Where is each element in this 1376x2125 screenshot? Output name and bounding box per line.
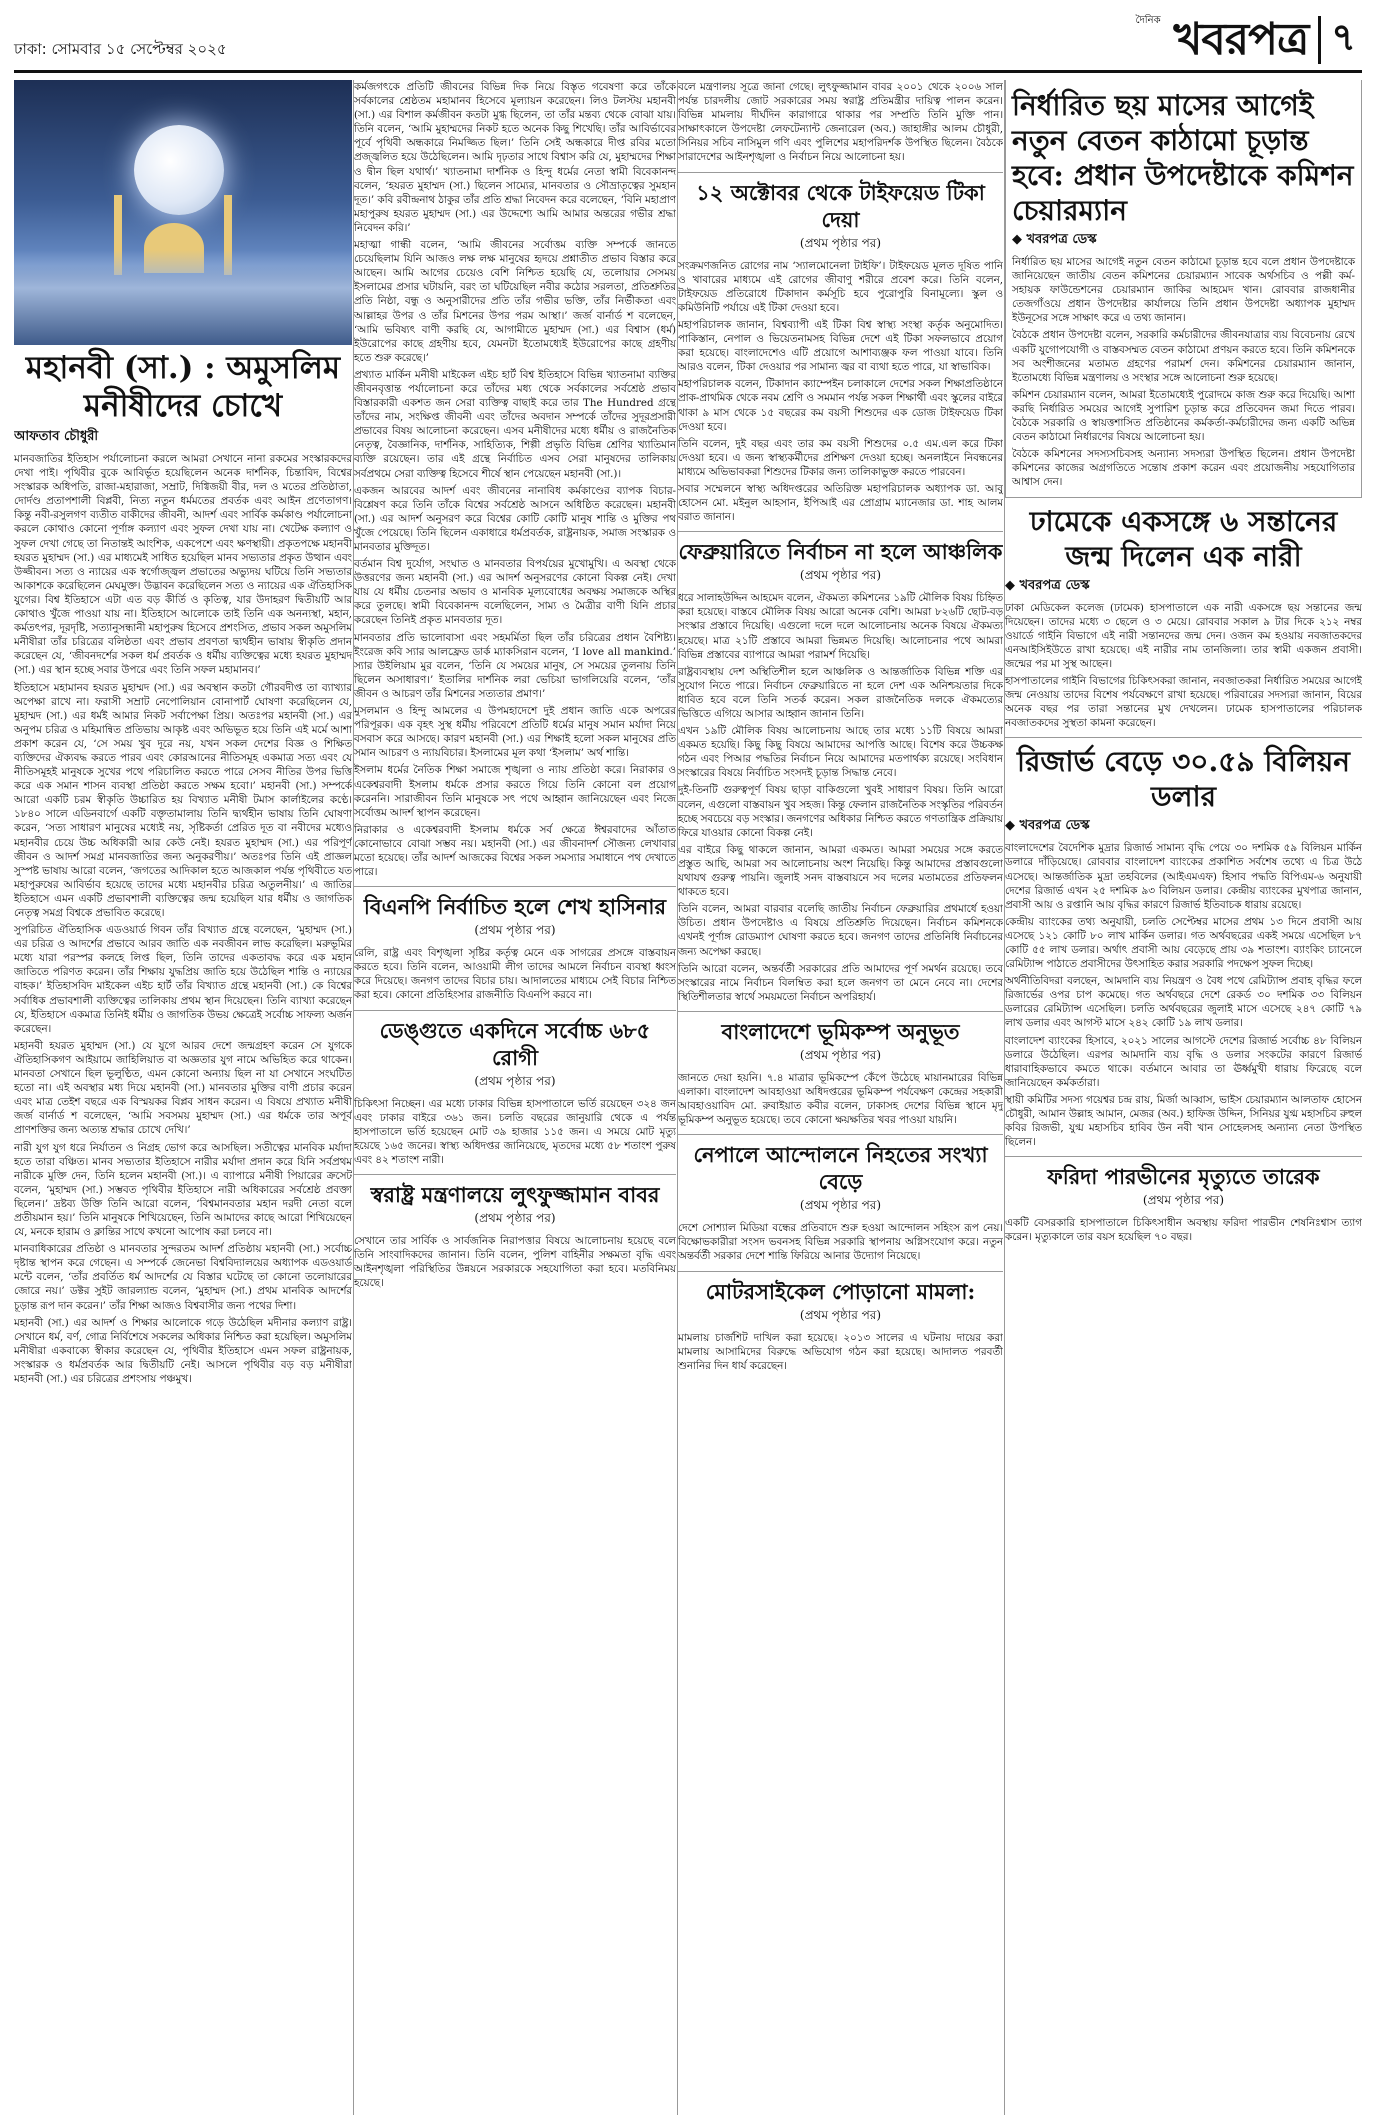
article-paragraph: সংক্রমণজনিত রোগের নাম ‘স্যালমোনেলা টাইফি’। টাইফয়েড মূলত দূষিত পানি ও খাবারের মাধ্যমে এই রোগের জীবাণু শরীরে প্রবেশ করে। তিনি বলেন, টাইফয়েড প্রতিরোধে টিকাদান কর্মসূচি হবে পুরোপুরি বিনামূল্যে। স্কুল ও কমিউনিটি পর্যায়ে এই টিকা দেওয়া হবে। <box>678 259 1003 314</box>
article-paragraph: একজন আরবের আদর্শ এবং জীবনের নানাবিধ কর্মকাণ্ডের ব্যাপক বিচার-বিশ্লেষণ করে তিনি তাঁকে বিশ্বের সর্বশ্রেষ্ঠ আসনে অধিষ্ঠিত করেছেন। মহানবী (সা.) এর আদর্শ অনুসরণ করে বিশ্বের কোটি কোটি মানুষ শান্তি ও মুক্তির পথ খুঁজে পেয়েছে। তিনি ছিলেন একাধারে ধর্মপ্রবর্তক, রাষ্ট্রনায়ক, সমাজ সংস্কারক ও মানবতার মুক্তিদূত। <box>354 484 676 553</box>
news-story <box>354 1181 676 1290</box>
news-story <box>678 1278 1003 1373</box>
article-paragraph: মানবজাতির ইতিহাস পর্যালোচনা করলে আমরা সেখানে নানা রকমের সংস্কারকদের দেখা পাই। পৃথিবীর বুকে আবির্ভূত হয়েছিলেন অনেক দার্শনিক, চিন্তাবিদ, বিশ্বের সংস্কারক অধিপতি, রাজা-মহারাজা, সম্রাট, দিগ্বিজয়ী বীর, দল ও মতের প্রতিষ্ঠাতা, দোর্দণ্ড প্রতাপশালী বিপ্লবী, নিত্য নতুন ধর্মমতের প্রবর্তক এবং আইন প্রণেতাগণ। কিন্তু নবী-রসুলগণ ব্যতীত বাকীদের জীবনী, আদর্শ এবং সার্বিক কর্মকাণ্ড পর্যালোচনা করলে কোথাও কোনো পূর্ণাঙ্গ কল্যাণ এবং সুফল দেখা যায় না। খেটেক্ষ কল্যাণ ও সুফল দেখা গেছে তা নিতান্তই আংশিক, একপেশে এবং ক্ষণস্থায়ী। প্রকৃতপক্ষে মহানবী হযরত মুহাম্মদ (সা.) এর মাধ্যমেই সাধিত হয়েছিল মানব সভ্যতার প্রকৃত উত্থান এবং উজ্জীবন। সত্য ও ন্যায়ের এক স্বর্গোজ্জ্বল প্রভাতের অভ্যুদয় ঘটিয়ে তিনি সভ্যতার আকাশকে করেছিলেন মেঘমুক্ত। উদ্ভাবন করেছিলেন সত্য ও ন্যায়ের এক ঐতিহাসিক যুগের। বিশ্ব ইতিহাসে এটা এত বড় কীর্তি ও কৃতিত্ব, যার উদাহরণ দ্বিতীয়টি আর কোথাও খুঁজে পাওয়া যায় না। ইতিহাসে আলোকে তাই তিনি এক অনন্যস্থা, মহান, কর্মতৎপর, দূরদৃষ্টি, সত্যানুসন্ধানী মহাপুরুষ হিসেবে প্রশংসিত, প্রভাব সকল অমুসলিম মনীষীরা তাঁর চরিত্রের বলিষ্ঠতা এবং প্রভাব প্রবণতা দ্ব্যর্থহীন ভাষায় স্বীকৃতি প্রদান করেছেন যে, ‘জীবনদর্শের সকল ধর্ম প্রবর্তক ও ধর্মীয় ব্যক্তিত্বের মধ্যে হযরত মুহাম্মদ (সা.) এর স্থান হচ্ছে সবার উপরে এবং তিনি সফল মহামানব।’ <box>14 453 352 677</box>
article-paragraph: দেশে সোশ্যাল মিডিয়া বন্ধের প্রতিবাদে শুরু হওয়া আন্দোলন সহিংস রূপ নেয়। বিক্ষোভকারীরা সংসদ ভবনসহ বিভিন্ন সরকারি স্থাপনায় অগ্নিসংযোগ করে। নতুন অন্তর্বর্তী সরকার দেশে শান্তি ফিরিয়ে আনার উদ্যোগ নিয়েছে। <box>678 1222 1003 1263</box>
article-paragraph: স্থায়ী কমিটির সদস্য গয়েশ্বর চন্দ্র রায়, মির্জা আব্বাস, ভাইস চেয়ারম্যান আলতাফ হোসেন চৌধুরী, আমান উল্লাহ আমান, মেজর (অব.) হাফিজ উদ্দিন, সিনিয়র যুগ্ম মহাসচিব রুহুল কবির রিজভী, যুগ্ম মহাসচিব হাবিব উন নবী খান সোহেলসহ অন্যান্য নেতা উপস্থিত ছিলেন। <box>1005 1093 1362 1149</box>
continued-article <box>678 80 1003 173</box>
article-paragraph: বৈঠকে কমিশনের সদস্যসচিবসহ অন্যান্য সদস্যরা উপস্থিত ছিলেন। প্রধান উপদেষ্টা কমিশনের কাজের অগ্রগতিতে সন্তোষ প্রকাশ করেন এবং প্রয়োজনীয় সহযোগিতার আশ্বাস দেন। <box>1012 448 1355 489</box>
story-headline: নেপালে আন্দোলনে নিহতের সংখ্যা বেড়ে <box>693 1142 988 1195</box>
column-2 <box>354 80 676 2115</box>
article-paragraph: অর্থনীতিবিদরা বলছেন, আমদানি ব্যয় নিয়ন্ত্রণ ও বৈধ পথে রেমিট্যান্স প্রবাহ বৃদ্ধির ফলে রিজার্ভের ওপর চাপ কমেছে। গত অর্থবছরে দেশে রেকর্ড ৩০ দশমিক ৩৩ বিলিয়ন ডলারের রেমিট্যান্স এসেছিল। চলতি অর্থবছরের জুলাই মাসে এসেছে ২৪৭ কোটি ৭৯ লাখ ডলার এবং আগস্ট মাসে ২৪২ কোটি ১৯ লাখ ডলার। <box>1005 975 1362 1030</box>
story-headline: বিএনপি নির্বাচিত হলে শেখ হাসিনার <box>363 894 667 920</box>
article-paragraph: সবার সম্মেলনে স্বাস্থ্য অধিদপ্তরের অতিরিক্ত মহাপরিচালক অধ্যাপক ডা. আবু হোসেন মো. মইনুল আহসান, ইপিআই এর প্রোগ্রাম ম্যানেজার ডা. শাহ আলম বরাত জানান। <box>678 482 1003 524</box>
continued-label: (প্রথম পৃষ্ঠার পর) <box>1142 1193 1225 1208</box>
article-paragraph: দুই-তিনটি গুরুত্বপূর্ণ বিষয় ছাড়া বাকিগুলো খুবই সাধারণ বিষয়। তিনি আরো বলেন, এগুলো বাস্তবায়ন খুব সহজ। কিন্তু ফেলান রাজনৈতিক সংস্কৃতির পরিবর্তন হচ্ছে সবচেয়ে বড় সংস্কার। জনগণের অধিকার নিশ্চিত করতে গণতান্ত্রিক প্রক্রিয়ায় ফিরে যাওয়ার কোনো বিকল্প নেই। <box>678 784 1003 839</box>
article-paragraph: কমিশন চেয়ারম্যান বলেন, আমরা ইতোমধ্যেই পুরোদমে কাজ শুরু করে দিয়েছি। আশা করছি নির্ধারিত সময়ের আগেই সুপারিশ চূড়ান্ত করে প্রতিবেদন জমা দিতে পারব। বৈঠকে সরকারি ও স্বায়ত্তশাসিত প্রতিষ্ঠানের কর্মকর্তা-কর্মচারীদের জন্য একটি অভিন্ন বেতন কাঠামো নির্ধারণের বিষয়ে আলোচনা হয়। <box>1012 388 1355 444</box>
article-paragraph: মানবাধিকারের প্রতিষ্ঠা ও মানবতার সুন্দরতম আদর্শ প্রতিষ্ঠায় মহানবী (সা.) সর্বোচ্চ দৃষ্টান্ত স্থাপন করে গেছেন। এ সম্পর্কে জেনেভা বিশ্ববিদ্যালয়ের অধ্যাপক এডওয়ার্ড মন্টে বলেন, ‘তাঁর প্রবর্তিত ধর্ম আদর্শের যে বিস্তার ঘটেছে তা কোনো তলোয়ারের জোরে নয়।’ ডক্টর সুইট জারল্যান্ড বলেন, ‘মুহাম্মদ (সা.) প্রথম মানবিক আদর্শের চূড়ান্ত রূপ দান করেন।’ তাঁর শিক্ষা আজও বিশ্ববাসীর জন্য পথের দিশা। <box>14 1243 352 1312</box>
article-paragraph: বলে মন্ত্রণালয় সূত্রে জানা গেছে। লুৎফুজ্জামান বাবর ২০০১ থেকে ২০০৬ সাল পর্যন্ত চারদলীয় জোট সরকারের সময় স্বরাষ্ট্র প্রতিমন্ত্রীর দায়িত্ব পালন করেন। বিভিন্ন মামলায় দীর্ঘদিন কারাগারে থাকার পর সম্প্রতি তিনি মুক্তি পান। সাক্ষাৎকালে উপদেষ্টা লেফটেন্যান্ট জেনারেল (অব.) জাহাঙ্গীর আলম চৌধুরী, সিনিয়র সচিব নাসিমুল গণি এবং পুলিশের মহাপরিদর্শক উপস্থিত ছিলেন। বৈঠকে সারাদেশের আইনশৃঙ্খলা ও নির্বাচন নিয়ে আলোচনা হয়। <box>678 81 1003 164</box>
article-paragraph: নারী যুগ যুগ ধরে নির্যাতন ও নিগ্রহ ভোগ করে আসছিল। সতীত্বের মানবিক মর্যাদা হতে তারা বঞ্চিত। মানব সভ্যতার ইতিহাসে নারীর মর্যাদা প্রদান করে যিনি সর্বপ্রথম নারীকে মুক্তি দেন, তিনি হলেন মহানবী (সা.)। এ ব্যাপারে মনীষী পিয়ারের ক্রসেট বলেন, ‘মুহাম্মদ (সা.) সম্ভবত পৃথিবীর ইতিহাসে নারী অধিকারের সর্বশ্রেষ্ঠ প্রবক্তা ছিলেন।’ দ্রষ্টব্য উক্তি তিনি আরো বলেন, ‘বিশ্বমানবতার মহান দরদী নেতা বলে প্রতীয়মান হয়।’ তিনি মানুষকে শিখিয়েছেন, তিনি আমাদের কাছে আরো শিখিয়েছেন যে, মনকে হারাম ও ক্লান্তির সাথে কখনো আপোষ করা চলবে না। <box>14 1141 352 1239</box>
continued-label: (প্রথম পৃষ্ঠার পর) <box>474 923 556 938</box>
column-3 <box>678 80 1003 2115</box>
article-paragraph: কর্মজগৎকে প্রতিটি জীবনের বিভিন্ন দিক নিয়ে বিস্তৃত গবেষণা করে তাঁকে সর্বকালের শ্রেষ্ঠতম মহামানব হিসেবে মূল্যায়ন করেছেন। লিও টলস্টয় মহানবী (সা.) এর বিশাল কর্মজীবন কতটা মুগ্ধ ছিলেন, তা তাঁর মন্তব্য থেকে বোঝা যায়। তিনি বলেন, ‘আমি মুহাম্মদের নিকট হতে অনেক কিছু শিখেছি। তাঁর আবির্ভাবের পূর্বে পৃথিবী অন্ধকারে নিমজ্জিত ছিল।’ তিনি সেই অন্ধকারে দীপ্ত রবির মতো প্রজ্জ্বলিত হয়ে উঠেছিলেন। আমি দৃঢ়তার সাথে বিশ্বাস করি যে, মুহাম্মদের শিক্ষা ও দ্বীন ছিল যথার্থ।’ খ্যাতনামা দার্শনিক ও হিন্দু ধর্মের নেতা স্বামী বিবেকানন্দ বলেন, ‘হযরত মুহাম্মদ (সা.) ছিলেন সাম্যের, মানবতার ও সৌভ্রাতৃত্বের সুমহান দূত।’ কবি রবীন্দ্রনাথ ঠাকুর তাঁর প্রতি শ্রদ্ধা নিবেদন করে বলেছেন, ‘বিনি মহাপ্রাণ মহাপুরুষ হযরত মুহাম্মদ (সা.) এর উদ্দেশ্যে আমি আমার অন্তরের গভীর শ্রদ্ধা নিবেদন করি।’ <box>354 81 676 234</box>
article-paragraph: ইতিহাসে মহামানব হযরত মুহাম্মদ (সা.) এর অবস্থান কতটা গৌরবদীপ্ত তা ব্যাখ্যার অপেক্ষা রাখে না। ফরাসী সম্রাট নেপোলিয়ান বোনাপার্ট ঘোষণা করেছিলেন যে, মুহাম্মদ (সা.) এর ধর্মই আমার নিকট সর্বাপেক্ষা প্রিয়। অতঃপর মহানবী (সা.) এর অনুপম চরিত্র ও মহিমান্বিত প্রতিভায় আকৃষ্ট এবং অভিভূত হয়ে তিনি এই মর্মে আশা প্রকাশ করেন যে, ‘সে সময় খুব দূরে নয়, যখন সকল দেশের বিজ্ঞ ও শিক্ষিত ব্যক্তিদের ঐক্যবদ্ধ করতে পারব এবং কোরআনের নীতিসমূহ একমাত্র সত্য এবং যে নীতিসমূহই মানুষকে সুখের পথে পরিচালিত করতে পারে সেসব নীতির উপর ভিত্তি করে এক সমান শাসন ব্যবস্থা প্রতিষ্ঠা করতে সক্ষম হবো।’ মহানবী (সা.) সম্পর্কে আরো একটি চরম স্বীকৃতি উচ্চারিত হয় বিখ্যাত মনীষী টমাস কার্লাইলের কণ্ঠে। ১৮৪০ সালে এডিনবার্গে একটি বক্তৃতামালায় তিনি দ্ব্যর্থহীন ভাষায় তিনি ঘোষণা করেন, ‘সত্য সাধারণ মানুষের মধ্যেই নয়, সৃষ্টিকর্তা প্রেরিত দূত বা নবীদের মধ্যেও মহানবীর চেয়ে উচ্চ অধিকারী আর কেউ নেই। হযরত মুহাম্মদ (সা.) এর পরিপূর্ণ জীবন ও আদর্শ সমগ্র মানবজাতির জন্য অনুকরণীয়।’ অতঃপর তিনি এই প্রাজ্ঞল সুস্পষ্ট ভাষায় আরো বলেন, ‘জগতের আদিকাল হতে আজকাল পর্যন্ত পৃথিবীতে যত মহাপুরুষের আবির্ভাব হয়েছে তাদের মধ্যে মহানবীর চরিত্র অতুলনীয়।’ এ জাতির ইতিহাসে এমন একটি প্রভাবশালী ব্যক্তিত্বের জন্ম হয়েছিল যার ধর্মীয় ও জাগতিক নেতৃত্ব সমগ্র বিশ্বকে প্রভাবিত করেছে। <box>14 681 352 919</box>
news-story <box>1005 1163 1362 1244</box>
article-paragraph: মহানবী হযরত মুহাম্মদ (সা.) যে যুগে আরব দেশে জন্মগ্রহণ করেন সে যুগকে ঐতিহাসিকগণ আইয়ামে জাহিলিয়াত বা অজ্ঞতার যুগ নামে অভিহিত করে থাকেন। মানবতা সেখানে ছিল ভূলুণ্ঠিত, এমন কোনো অন্যায় ছিল না যা সেখানে সংঘটিত হতো না। এই অবস্থার মধ্য দিয়ে মহানবী (সা.) মানবতার মুক্তির বাণী প্রচার করেন এবং মাত্র তেইশ বছরে এক বিস্ময়কর বিপ্লব সাধন করেন। এ বিষয়ে প্রখ্যাত মনীষী জর্জ বার্নার্ড শ বলেছেন, ‘আমি সবসময় মুহাম্মদ (সা.) এর ধর্মকে তার অপূর্ব প্রাণশক্তির জন্য অত্যন্ত শ্রদ্ধার চোখে দেখি।’ <box>14 1039 352 1137</box>
article-paragraph: ধরে সালাহউদ্দিন আহমেদ বলেন, ঐকমত্য কমিশনের ১৯টি মৌলিক বিষয় চিহ্নিত করা হয়েছে। বাস্তবে মৌলিক বিষয় আরো অনেক বেশি। আমরা ৮২৬টি ছোট-বড় সংস্কার প্রস্তাবে দিয়েছি। এগুলো দলে দলে আলোচনায় অনেক বিষয়ে ঐকমত্য হয়েছে। মাত্র ২১টি প্রস্তাবে আমরা ভিন্নমত দিয়েছি। আলোচনার পথে আমরা বিভিন্ন প্রস্তাবের ব্যাপারে আমরা পরামর্শ দিয়েছি। <box>678 592 1003 661</box>
story-headline: মোটরসাইকেল পোড়ানো মামলা: <box>705 1278 976 1304</box>
page-header <box>14 8 1362 70</box>
column-1 <box>14 80 352 2115</box>
article-paragraph: তিনি আরো বলেন, অন্তর্বর্তী সরকারের প্রতি আমাদের পূর্ণ সমর্থন রয়েছে। তবে সংস্কারের নামে নির্বাচন বিলম্বিত করা হলে জনগণ তা মেনে নেবে না। দেশের স্থিতিশীলতার স্বার্থে সময়মতো নির্বাচন অপরিহার্য। <box>678 962 1003 1003</box>
article-paragraph: চিকিৎসা নিচ্ছেন। এর মধ্যে ঢাকার বিভিন্ন হাসপাতালে ভর্তি রয়েছেন ৩২৪ জন এবং ঢাকার বাইরে ৩৬১ জন। চলতি বছরের জানুয়ারি থেকে এ পর্যন্ত হাসপাতালে ভর্তি হয়েছেন মোট ৩৯ হাজার ১১৫ জন। এ সময়ে মোট মৃত্যু হয়েছে ১৬৫ জনের। স্বাস্থ্য অধিদপ্তর জানিয়েছে, মৃতদের মধ্যে ৫৮ শতাংশ পুরুষ এবং ৪২ শতাংশ নারী। <box>354 1097 676 1166</box>
masthead-separator <box>1318 16 1321 64</box>
news-story <box>678 1141 1003 1271</box>
lead-story <box>1005 80 1362 498</box>
article-paragraph: মামলায় চার্জশিট দাখিল করা হয়েছে। ২০১৩ সালের এ ঘটনায় দায়ের করা মামলায় আসামিদের বিরুদ্ধে অভিযোগ গঠন করা হয়েছে। আদালত পরবর্তী শুনানির দিন ধার্য করেছেন। <box>678 1331 1003 1372</box>
news-story <box>678 1018 1003 1135</box>
story-headline: ডেঙ্গুতে একদিনে সর্বোচ্চ ৬৮৫ রোগী <box>379 1017 651 1070</box>
cloud-graphic <box>14 250 352 345</box>
story-headline: ফরিদা পারভীনের মৃত্যুতে তারেক <box>1047 1164 1320 1190</box>
continued-label: (প্রথম পৃষ্ঠার পর) <box>799 1047 882 1062</box>
continued-article <box>354 80 676 887</box>
continued-label: (প্রথম পৃষ্ঠার পর) <box>799 235 882 250</box>
masthead-small-text: দৈনিক <box>1135 15 1161 26</box>
article-byline: আফতাব চৌধুরী <box>14 429 99 444</box>
article-paragraph: মহানবী (সা.) এর আদর্শ ও শিক্ষার আলোকে গড়ে উঠেছিল মদীনার কল্যাণ রাষ্ট্র। সেখানে ধর্ম, বর্ণ, গোত্র নির্বিশেষে সকলের অধিকার নিশ্চিত করা হয়েছিল। অমুসলিম মনীষীরা একবাক্যে স্বীকার করেছেন যে, পৃথিবীর ইতিহাসে এমন সফল রাষ্ট্রনায়ক, সংস্কারক ও ধর্মপ্রবর্তক আর দ্বিতীয়টি নেই। আসলে পৃথিবীর বড় বড় মনীষীরা মহানবী (সা.) এর চরিত্রের প্রশংসায় পঞ্চমুখ। <box>14 1316 352 1385</box>
story-headline: স্বরাষ্ট্র মন্ত্রণালয়ে লুৎফুজ্জামান বাবর <box>370 1182 660 1207</box>
story-headline: বাংলাদেশে ভূমিকম্প অনুভূত <box>721 1018 960 1044</box>
news-story <box>354 893 676 1010</box>
dateline: ঢাকা: সোমবার ১৫ সেপ্টেম্বর ২০২৫ <box>14 40 227 58</box>
moon-graphic <box>134 125 224 215</box>
article-paragraph: তিনি বলেন, আমরা বারবার বলেছি জাতীয় নির্বাচন ফেব্রুয়ারির প্রথমার্ধে হওয়া উচিত। প্রধান উপদেষ্টাও এ বিষয়ে প্রতিশ্রুতি দিয়েছেন। নির্বাচন কমিশনকে এখনই পূর্ণাঙ্গ রোডম্যাপ ঘোষণা করতে হবে। জনগণ তাদের প্রতিনিধি নির্বাচনের জন্য অপেক্ষা করছে। <box>678 903 1003 958</box>
article-paragraph: সুপরিচিত ঐতিহাসিক এডওয়ার্ড গিবন তাঁর বিখ্যাত গ্রন্থে বলেছেন, ‘মুহাম্মদ (সা.) এর চরিত্র ও আদর্শের প্রভাবে আরব জাতি এক নবজীবন লাভ করেছিল। মরুভূমির মধ্যে যারা পরস্পর কলহে লিপ্ত ছিল, তিনি তাদের একতাবদ্ধ করে এক মহান জাতিতে পরিণত করেন। তাঁর শিক্ষায় যুদ্ধপ্রিয় জাতি হয়ে উঠেছিল শান্তি ও ন্যায়ের বাহক।’ ইতিহাসবিদ মাইকেল এইচ হার্ট তাঁর বিখ্যাত গ্রন্থে মহানবী (সা.) কে বিশ্বের সর্বাধিক প্রভাবশালী ব্যক্তিত্বের তালিকায় প্রথম স্থান দিয়েছেন। তিনি ব্যাখ্যা করেছেন যে, ইতিহাসে একমাত্র তিনিই ধর্মীয় ও জাগতিক উভয় ক্ষেত্রেই সর্বোচ্চ সাফল্য অর্জন করেছেন। <box>14 924 352 1035</box>
masthead-name: খবরপত্র <box>1173 14 1309 65</box>
article-photo <box>14 80 352 345</box>
article-paragraph: হাসপাতালের গাইনি বিভাগের চিকিৎসকরা জানান, নবজাতকরা নির্ধারিত সময়ের আগেই জন্ম নেওয়ায় তাদের বিশেষ পর্যবেক্ষণে রাখা হয়েছে। পরিবারের সদস্যরা জানান, বিয়ের অনেক বছর পর তারা সন্তানের মুখ দেখলেন। ঢামেক হাসপাতালের পরিচালক নবজাতকদের সুস্থতা কামনা করেছেন। <box>1005 674 1362 730</box>
article-paragraph: বৈঠকে প্রধান উপদেষ্টা বলেন, সরকারি কর্মচারীদের জীবনযাত্রার ব্যয় বিবেচনায় রেখে একটি যুগোপযোগী ও বাস্তবসম্মত বেতন কাঠামো প্রণয়ন করতে হবে। তিনি কমিশনকে সব অংশীজনের মতামত গ্রহণের পরামর্শ দেন। কমিশনের চেয়ারম্যান জানান, ইতোমধ্যে বিভিন্ন মন্ত্রণালয় ও সংস্থার সঙ্গে আলোচনা শুরু হয়েছে। <box>1012 329 1355 384</box>
continued-label: (প্রথম পৃষ্ঠার পর) <box>799 568 882 583</box>
news-story <box>1005 744 1362 1157</box>
story-byline: ◆ খবরপত্র ডেস্ক <box>1005 818 1090 834</box>
column-4 <box>1005 80 1362 2115</box>
story-byline: ◆ খবরপত্র ডেস্ক <box>1012 232 1097 247</box>
news-story <box>678 179 1003 533</box>
article-headline: মহানবী (সা.) : অমুসলিম মনীষীদের চোখে <box>25 350 341 424</box>
lead-headline: নির্ধারিত ছয় মাসের আগেই নতুন বেতন কাঠামো চূড়ান্ত হবে: প্রধান উপদেষ্টাকে কমিশন চেয়ারম্যান <box>1012 89 1354 227</box>
story-headline: রিজার্ভ বেড়ে ৩০.৫৯ বিলিয়ন ডলার <box>1016 745 1351 814</box>
article-paragraph: রাষ্ট্রব্যবস্থায় দেশ অস্থিতিশীল হলে আঞ্চলিক ও আন্তর্জাতিক বিভিন্ন শক্তি এর সুযোগ নিতে পারে। নির্বাচন ফেব্রুয়ারিতে না হলে দেশ এক অনিশ্চয়তার দিকে ধাবিত হবে বলে তিনি সতর্ক করেন। সকল রাজনৈতিক দলকে ঐকমত্যের ভিত্তিতে এগিয়ে আসার আহ্বান জানান তিনি। <box>678 665 1003 720</box>
article-paragraph: মহাপরিচালক বলেন, টিকাদান ক্যাম্পেইন চলাকালে দেশের সকল শিক্ষাপ্রতিষ্ঠানে প্রাক-প্রাথমিক থেকে নবম শ্রেণি ও সমমান পর্যন্ত সকল শিক্ষার্থী এবং স্কুলের বাইরে থাকা ৯ মাস থেকে ১৫ বছরের কম বয়সী শিশুদের এক ডোজ টাইফয়েড টিকা দেওয়া হবে। <box>678 378 1003 433</box>
header-rule <box>14 70 1362 73</box>
article-paragraph: রেলি, রাষ্ট্র এবং বিশৃঙ্খলা সৃষ্টির কর্তৃত্ব মেনে এক সাগরের প্রসঙ্গে বাস্তবায়ন করতে হবে। তিনি বলেন, আওয়ামী লীগ তাদের আমলে নির্বাচন ব্যবস্থা ধ্বংস করে দিয়েছে। জনগণ তাদের বিচার চায়। আদালতের মাধ্যমে সেই বিচার নিশ্চিত করা হবে। কোনো প্রতিহিংসার রাজনীতি বিএনপি করবে না। <box>354 947 676 1002</box>
article-paragraph: তিনি বলেন, দুই বছর এবং তার কম বয়সী শিশুদের ০.৫ এম.এল করে টিকা দেওয়া হবে। এ জন্য স্বাস্থ্যকর্মীদের প্রশিক্ষণ দেওয়া হচ্ছে। অনলাইনে নিবন্ধনের মাধ্যমে অভিভাবকরা শিশুদের টিকার জন্য তালিকাভুক্ত করতে পারবেন। <box>678 437 1003 478</box>
article-paragraph: মহাপরিচালক জানান, বিশ্বব্যাপী এই টিকা বিশ্ব স্বাস্থ্য সংস্থা কর্তৃক অনুমোদিত। পাকিস্তান, নেপাল ও ভিয়েতনামসহ বিভিন্ন দেশে এই টিকা সফলভাবে প্রয়োগ করা হয়েছে। বাংলাদেশেও এটি প্রয়োগে আশাব্যঞ্জক ফল পাওয়া যাবে। তিনি আরও বলেন, টিকা দেওয়ার পর সামান্য জ্বর বা ব্যথা হতে পারে, যা স্বাভাবিক। <box>678 318 1003 374</box>
story-headline: ঢামেকে একসঙ্গে ৬ সন্তানের জন্ম দিলেন এক নারী <box>1029 504 1338 573</box>
article-paragraph: মুসলমান ও হিন্দু আমলের এ উপমহাদেশে দুই প্রধান জাতি একে অপরের পরিপূরক। এক বৃহৎ সুস্থ ধর্মীয় পরিবেশে প্রতিটি ধর্মের মানুষ সমান মর্যাদা নিয়ে বসবাস করে আসছে। কারণ মহানবী (সা.) এর শিক্ষাই হলো সকল মানুষের প্রতি সমান আচরণ ও ন্যায়বিচার। ইসলামের মূল কথা ‘ইসলাম’ অর্থ শান্তি। <box>354 705 676 760</box>
article-paragraph: সেখানে তার সার্বিক ও সার্বজনিক নিরাপত্তার বিষয়ে আলোচনায় হয়েছে বলে তিনি সাংবাদিকদের জানান। তিনি বলেন, পুলিশ বাহিনীর সক্ষমতা বৃদ্ধি এবং আইনশৃঙ্খলা পরিস্থিতির উন্নয়নে সরকারকে সহযোগিতা করা হবে। মতবিনিময় হয়েছে। <box>354 1235 676 1290</box>
continued-label: (প্রথম পৃষ্ঠার পর) <box>474 1211 556 1225</box>
article-paragraph: কেন্দ্রীয় ব্যাংকের তথ্য অনুযায়ী, চলতি সেপ্টেম্বর মাসের প্রথম ১৩ দিনে প্রবাসী আয় এসেছে ১২১ কোটি ৮০ লাখ মার্কিন ডলার। গত অর্থবছরের একই সময়ে এসেছিল ৮৭ কোটি ৫৫ লাখ ডলার। অর্থাৎ প্রবাসী আয় বেড়েছে প্রায় ৩৯ শতাংশ। ব্যাংকিং চ্যানেলে রেমিট্যান্স পাঠাতে প্রবাসীদের উৎসাহিত করার সরকারি পদক্ষেপ সুফল দিচ্ছে। <box>1005 915 1362 971</box>
article-paragraph: জানতে দেয়া হয়নি। ৭.৪ মাত্রার ভূমিকম্পে কেঁপে উঠেছে মায়ানমারের বিভিন্ন এলাকা। বাংলাদেশ আবহাওয়া অধিদপ্তরের ভূমিকম্প পর্যবেক্ষণ কেন্দ্রের সহকারী আবহাওয়াবিদ মো. রুবাইয়াত কবীর বলেন, ঢাকাসহ দেশের বিভিন্ন স্থানে মৃদু ভূমিকম্প অনুভূত হয়েছে। তবে কোনো ক্ষয়ক্ষতির খবর পাওয়া যায়নি। <box>678 1071 1003 1127</box>
story-headline: ১২ অক্টোবর থেকে টাইফয়েড টিকা দেয়া <box>696 179 985 232</box>
article-paragraph: বাংলাদেশের বৈদেশিক মুদ্রার রিজার্ভ সামান্য বৃদ্ধি পেয়ে ৩০ দশমিক ৫৯ বিলিয়ন মার্কিন ডলারে দাঁড়িয়েছে। রোববার বাংলাদেশ ব্যাংকের প্রকাশিত সর্বশেষ তথ্যে এ চিত্র উঠে এসেছে। আন্তর্জাতিক মুদ্রা তহবিলের (আইএমএফ) হিসাব পদ্ধতি বিপিএম-৬ অনুযায়ী দেশের রিজার্ভ এখন ২৫ দশমিক ৯৩ বিলিয়ন ডলার। কেন্দ্রীয় ব্যাংকের মুখপাত্র জানান, প্রবাসী আয় ও রপ্তানি আয় বৃদ্ধির কারণে রিজার্ভ ইতিবাচক ধারায় রয়েছে। <box>1005 842 1362 911</box>
article-paragraph: প্রখ্যাত মার্কিন মনীষী মাইকেল এইচ হার্ট বিশ্ব ইতিহাসে বিভিন্ন খ্যাতনামা ব্যক্তির জীবনবৃত্তান্ত পর্যালোচনা করে তাঁদের মধ্য থেকে সর্বকালের সর্বশ্রেষ্ঠ প্রভাব বিস্তারকারী একশত জন সেরা ব্যক্তিত্ব বাছাই করে তার The Hundred গ্রন্থে তাঁদের নাম, সংক্ষিপ্ত জীবনী এবং তাঁদের অবদান সম্পর্কে তাঁদের সুদূরপ্রসারী প্রভাবের বিষয় আলোচনা করেছেন। এসব মনীষীদের মধ্যে ধর্মীয় ও রাজনৈতিক নেতৃত্ব, বৈজ্ঞানিক, দার্শনিক, সাহিত্যিক, শিল্পী প্রভৃতি বিভিন্ন শ্রেণির খ্যাতিমান ব্যক্তি রয়েছেন। তার এই গ্রন্থে নির্বাচিত এসব সেরা মানুষদের তালিকায় সর্বপ্রথমে সেরা ব্যক্তিত্ব হিসেবে শীর্ষে স্থান পেয়েছেন মহানবী (সা.)। <box>354 368 676 480</box>
article-paragraph: মহাত্মা গান্ধী বলেন, ‘আমি জীবনের সর্বোত্তম ব্যক্তি সম্পর্কে জানতে চেয়েছিলাম যিনি আজও লক্ষ লক্ষ মানুষের হৃদয়ে প্রশ্নাতীত প্রভাব বিস্তার করে আছেন। আমি আগের চেয়েও বেশি নিশ্চিত হয়েছি যে, তলোয়ার সেসময় ইসলামের প্রসার ঘটায়নি, বরং তা ঘটিয়েছিল নবীর কঠোর সরলতা, প্রতিশ্রুতির প্রতি নিষ্ঠা, বন্ধু ও অনুসারীদের প্রতি তাঁর গভীর ভক্তি, তাঁর নির্ভীকতা এবং আল্লাহর উপর ও তাঁর মিশনের উপর পরম আস্থা।’ জর্জ বার্নার্ড শ বলেছেন, ‘আমি ভবিষ্যৎ বাণী করছি যে, আগামীতে মুহাম্মদ (সা.) এর বিশ্বাস (ধর্ম) ইউরোপের কাছে গ্রহণীয় হবে, যেমনটা ইতোমধ্যেই ইউরোপের কাছে গ্রহণীয় হতে শুরু করেছে।’ <box>354 239 676 364</box>
continued-label: (প্রথম পৃষ্ঠার পর) <box>474 1073 556 1088</box>
story-headline: ফেব্রুয়ারিতে নির্বাচন না হলে আঞ্চলিক <box>678 539 1003 565</box>
article-paragraph: নির্ধারিত ছয় মাসের আগেই নতুন বেতন কাঠামো চূড়ান্ত হবে বলে প্রধান উপদেষ্টাকে জানিয়েছেন জাতীয় বেতন কমিশনের চেয়ারম্যান সাবেক অর্থসচিব ও পল্লী কর্ম-সহায়ক ফাউন্ডেশনের চেয়ারম্যান জাকির আহমেদ খান। রোববার রাজধানীর তেজগাঁওয়ে প্রধান উপদেষ্টার কার্যালয়ে তিনি প্রধান উপদেষ্টা অধ্যাপক মুহাম্মদ ইউনূসের সঙ্গে সাক্ষাৎ করে এ তথ্য জানান। <box>1012 256 1355 325</box>
continued-label: (প্রথম পৃষ্ঠার পর) <box>799 1307 882 1322</box>
article-paragraph: নিরাকার ও একেশ্বরবাদী ইসলাম ধর্মকে সর্ব ক্ষেত্রে ঈশ্বরবাদের আঁতাত কোনোভাবে বোঝা সম্ভব নয়। মহানবী (সা.) এর জীবনাদর্শ সৌজন্য লেখাবার মতো হয়েছে। তাঁর আদর্শ আজকের বিশ্বের সকল সমস্যার সমাধানে পথ দেখাতে পারে। <box>354 823 676 879</box>
news-story <box>354 1017 676 1175</box>
page-number: ৭ <box>1331 15 1356 59</box>
article-paragraph: মানবতার প্রতি ভালোবাসা এবং সহমর্মিতা ছিল তাঁর চরিত্রের প্রধান বৈশিষ্ট্য। ইংরেজ কবি স্যার আলফ্রেড ডার্ক ম্যাকসিরান বলেন, ‘I love all mankind.’ স্যার উইলিয়াম মুর বলেন, ‘তিনি যে সময়ের মানুষ, সে সময়ের তুলনায় তিনি ছিলেন অসাধারণ।’ ইতালির দার্শনিক লরা ভেচিয়া ভাগলিয়েরি বলেন, ‘তাঁর জীবন ও আচরণ তাঁর মিশনের সত্যতার প্রমাণ।’ <box>354 631 676 700</box>
continued-label: (প্রথম পৃষ্ঠার পর) <box>799 1198 882 1213</box>
story-byline: ◆ খবরপত্র ডেস্ক <box>1005 577 1090 593</box>
article-paragraph: এর বাইরে কিছু থাকলে জানান, আমরা একমত। আমরা সময়ের সঙ্গে করতে প্রস্তুত আছি, আমরা সব আলোচনায় অংশ নিয়েছি। কিন্তু আমাদের প্রস্তাবগুলো যথাযথ গুরুত্ব পায়নি। জুলাই সনদ বাস্তবায়নে সব দলের মতামতের প্রতিফলন থাকতে হবে। <box>678 843 1003 899</box>
article-paragraph: বর্তমান বিশ্ব দুর্যোগ, সংঘাত ও মানবতার বিপর্যয়ের মুখোমুখি। এ অবস্থা থেকে উত্তরণের জন্য মহানবী (সা.) এর আদর্শ অনুসরণের কোনো বিকল্প নেই। দেখা যায় যে ধর্মীয় চেতনার অভাব ও মানবিক মূল্যবোধের অবক্ষয় সমাজকে অস্থির করে তুলছে। স্বামী বিবেকানন্দ বলেছিলেন, সাম্য ও মৈত্রীর বাণী যিনি প্রচার করেছেন তিনিই প্রকৃত মানবতার দূত। <box>354 558 676 627</box>
news-story <box>678 538 1003 1012</box>
article-paragraph: ঢাকা মেডিকেল কলেজ (ঢামেক) হাসপাতালে এক নারী একসঙ্গে ছয় সন্তানের জন্ম দিয়েছেন। তাদের মধ্যে ৩ ছেলে ও ৩ মেয়ে। রোববার সকাল ৯ টার দিকে ২১২ নম্বর ওয়ার্ডে গাইনি বিভাগে এই নারী সন্তানদের জন্ম দেন। ওজন কম হওয়ায় নবজাতকদের এনআইসিইউতে রাখা হয়েছে। এই নারীর নাম তানজিলা। তার স্বামী একজন প্রবাসী। জন্মের পর মা সুস্থ আছেন। <box>1005 601 1362 670</box>
article-paragraph: একটি বেসরকারি হাসপাতালে চিকিৎসাধীন অবস্থায় ফরিদা পারভীন শেষনিঃশ্বাস ত্যাগ করেন। মৃত্যুকালে তার বয়স হয়েছিল ৭০ বছর। <box>1005 1217 1362 1244</box>
masthead <box>1135 8 1362 72</box>
masthead-logo <box>1135 9 1309 71</box>
article-paragraph: এখন ১৯টি মৌলিক বিষয় আলোচনায় আছে তার মধ্যে ১১টি বিষয়ে আমরা একমত হয়েছি। কিছু কিছু বিষয়ে আমাদের আপত্তি আছে। বিশেষ করে উচ্চকক্ষ গঠন এবং পিআর পদ্ধতির নির্বাচন নিয়ে আমাদের মতপার্থক্য রয়েছে। সংবিধান সংস্কারের বিষয়ে নির্বাচিত সংসদই চূড়ান্ত সিদ্ধান্ত নেবে। <box>678 725 1003 780</box>
article-paragraph: বাংলাদেশ ব্যাংকের হিসাবে, ২০২১ সালের আগস্টে দেশের রিজার্ভ সর্বোচ্চ ৪৮ বিলিয়ন ডলারে উঠেছিল। এরপর আমদানি ব্যয় বৃদ্ধি ও ডলার সংকটের কারণে রিজার্ভ ধারাবাহিকভাবে কমতে থাকে। বর্তমানে আবার তা ঊর্ধ্বমুখী ধারায় ফিরেছে বলে জানিয়েছেন কর্মকর্তারা। <box>1005 1034 1362 1089</box>
news-story <box>1005 504 1362 739</box>
article-paragraph: ইসলাম ধর্মের নৈতিক শিক্ষা সমাজে শৃঙ্খলা ও ন্যায় প্রতিষ্ঠা করে। নিরাকার ও একেশ্বরবাদী ইসলাম ধর্মকে প্রসার করতে গিয়ে তিনি কোনো বল প্রয়োগ করেননি। সারাজীবন তিনি মানুষকে সৎ পথে আহ্বান জানিয়েছেন এবং নিজে সর্বোত্তম আদর্শ স্থাপন করেছেন। <box>354 764 676 819</box>
